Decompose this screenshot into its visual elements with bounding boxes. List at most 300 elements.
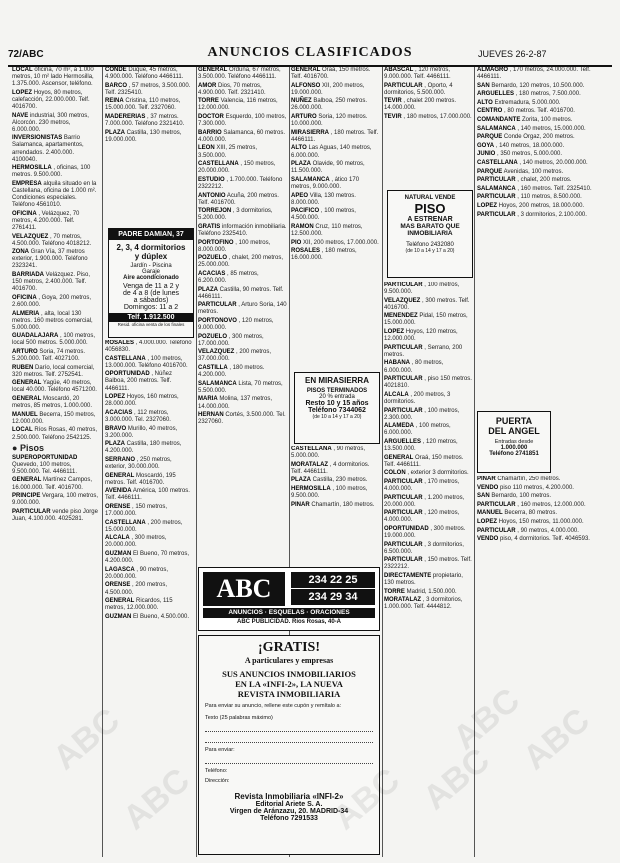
advertiser-line: Teléfono 7291533 [260, 815, 318, 822]
classified-ad [12, 249, 100, 270]
ad-text: , 180 metros, 16.000.000. [291, 248, 357, 262]
ad-text: Moscardó, 195 metros. Telf. 4016700. [105, 472, 176, 486]
abc-publicidad-ad [198, 567, 380, 631]
classified-ad [105, 567, 194, 581]
classified-ad [384, 573, 472, 587]
ad-text: El Bueno, 4.500.000. [133, 613, 190, 620]
ad-keyword: GENERAL [105, 472, 135, 479]
abc-watermark: ABC [46, 700, 127, 778]
ad-text: Cortés, 3.500.000. Tel. 2327060. [198, 412, 286, 426]
classified-ad [12, 365, 100, 379]
ad-text: Lista, 70 metros, 5.500.000. [198, 380, 283, 394]
classified-ad [105, 371, 194, 392]
coupon-line[interactable] [205, 723, 373, 732]
ad-line: INMOBILIARIA [407, 230, 453, 237]
ad-keyword: ROSALES [291, 248, 321, 255]
page-number: 72/ABC [8, 49, 44, 60]
ad-text: Hoyos, 160 metros, 28.000.000. [105, 394, 179, 408]
ad-line: SUS ANUNCIOS INMOBILIARIOS [222, 669, 356, 679]
ad-keyword: ROSALES [105, 340, 135, 346]
ad-text: Duque, 45 metros, 4.900.000. Teléfono 4466111. [105, 67, 184, 81]
column-1 [12, 67, 100, 857]
ad-keyword: ORENSE [105, 503, 131, 510]
classified-ad [198, 334, 287, 348]
ad-line: Resto 10 y 15 años [305, 400, 369, 407]
ad-keyword: PARTICULAR [384, 82, 423, 89]
ad-text: , 3 dormitorios, 2.100.000. [517, 211, 587, 218]
ad-keyword: SALAMANCA [198, 380, 237, 387]
column-2-lower [105, 340, 194, 857]
ad-keyword: AVENIDA [105, 488, 132, 495]
ad-text: Oraá, 150 metros. Telf. 4466111. [384, 454, 464, 468]
classified-ad [105, 473, 194, 487]
classified-ad [105, 67, 194, 81]
ad-text: , 170 metros, 4.000.000. [384, 478, 460, 492]
ad-keyword: HERMOSILLA [291, 485, 331, 492]
ad-keyword: MIRASIERRA [291, 129, 330, 136]
classified-ad [477, 134, 613, 141]
page-title: ANUNCIOS CLASIFICADOS [207, 45, 413, 60]
column-3 [198, 67, 287, 562]
ad-text: Chamartín, 250 metros. [497, 476, 561, 482]
classified-ad [384, 439, 472, 453]
classified-ad [198, 412, 287, 426]
ad-keyword: HERNAN [198, 412, 224, 419]
ad-subtitle: A particulares y empresas [244, 656, 334, 665]
classified-ad [12, 412, 100, 426]
ad-text: , 180 metros. Telf. 4466111. [291, 129, 379, 143]
classified-ad [12, 380, 100, 394]
ad-text: Gran Vía, 37 metros exterior, 1.900.000. Teléfono 2323241. [12, 249, 88, 270]
classified-ad [291, 114, 380, 128]
ad-text: , alta, local 130 metros. 160 metros comercial, 5.000.000. [12, 310, 93, 331]
ad-keyword: PARQUE [477, 168, 503, 175]
ad-text: , Serrano, 200 metros. [384, 344, 463, 358]
ad-text: Becerra, 150 metros, 12.000.000. [12, 411, 96, 425]
column-5-lower [384, 282, 472, 857]
classified-ad [384, 392, 472, 406]
ad-keyword: PIO [291, 239, 302, 246]
ad-keyword: JUNIO [477, 151, 496, 158]
classified-ad [384, 470, 472, 477]
classified-list [105, 340, 194, 621]
classified-ad [291, 83, 380, 97]
ad-text: Velázquez. Piso, 150 metros, 2.400.000. Telf. 4016700. [12, 272, 91, 293]
classified-ad [198, 381, 287, 395]
ad-text: Valencia, 116 metros, 12.000.000. [198, 98, 278, 112]
ad-keyword: AMOR [198, 82, 217, 89]
classified-ad [477, 510, 613, 517]
classified-ad [12, 349, 100, 363]
classified-ad [105, 457, 194, 471]
ad-keyword: VELAZQUEZ [384, 297, 421, 304]
ad-line: REVISTA INMOBILIARIA [237, 689, 341, 699]
ad-keyword: LEON [198, 145, 215, 152]
classified-ad [105, 598, 194, 612]
ad-text: Villa, 130 metros. 8.000.000. [291, 192, 356, 206]
ad-keyword: LOPEZ [105, 394, 126, 401]
ad-keyword: PARTICULAR [384, 344, 423, 351]
ad-keyword: DIRECTAMENTE [384, 572, 432, 579]
ad-line: Domingos: 11 a 2 [123, 304, 179, 311]
ad-text: piso 110 metros, 4.200.000. [500, 484, 574, 491]
ad-text: , 100 metros, 2.300.000. [384, 407, 460, 421]
classified-ad [384, 345, 472, 359]
ad-text: Murillo, 40 metros, 3.200.000. [105, 425, 178, 439]
ad-text: , 140 metros, 15.000.000. [517, 125, 586, 132]
classified-ad [12, 90, 100, 111]
ad-text: , 140 metros, 20.000.000. [519, 160, 588, 167]
classified-ad [384, 313, 472, 327]
ad-line: y dúplex [134, 252, 168, 261]
classified-list [291, 67, 380, 262]
ad-text: , chalet, 200 metros, 25.000.000. [198, 255, 284, 269]
padre-damian-ad [108, 228, 194, 338]
ad-text: , 150 metros. Telf. 2322212. [384, 557, 472, 571]
classified-ad [105, 340, 194, 354]
classified-ad [384, 479, 472, 493]
ad-keyword: POZUELO [198, 255, 228, 262]
ad-text: Castilla, 130 metros, 19.000.000. [105, 129, 182, 143]
classified-ad [198, 302, 287, 316]
classified-ad [384, 83, 472, 97]
ad-keyword: PARTICULAR [384, 478, 423, 485]
classified-ad [291, 446, 380, 460]
abc-phone: 234 29 34 [291, 589, 375, 605]
ad-text: Chamartín, 180 metros. [311, 501, 375, 508]
classified-ad [291, 177, 380, 191]
ad-keyword: COMANDANTE [477, 117, 521, 124]
ad-keyword: REINA [105, 98, 124, 105]
ad-keyword: SALAMANCA [477, 185, 516, 192]
ad-text: , 100 metros, 9.500.000. [384, 282, 460, 296]
classified-list [384, 67, 472, 121]
ad-keyword: MENENDEZ [384, 313, 418, 320]
ad-keyword: LAGASCA [105, 566, 135, 573]
ad-keyword: PRINCIPE [12, 493, 41, 500]
classified-ad [477, 528, 613, 535]
ad-keyword: ANTONIO [198, 192, 226, 199]
classified-ad [12, 333, 100, 347]
classified-ad [198, 255, 287, 269]
classified-ad [384, 542, 472, 556]
ad-text: Conde Orgaz, 200 metros. [503, 134, 575, 141]
ad-keyword: PORTOFINO [198, 239, 234, 246]
classified-ad [384, 510, 472, 524]
ad-text: , 150 metros, 20.000.000. [198, 161, 276, 175]
ad-text: Barrio Salamanca, apartamentos, arrendados. 2.400.000. 4100040. [12, 135, 84, 163]
ad-text: , 250 metros, exterior, 30.000.000. [105, 456, 172, 470]
classified-ad [477, 160, 613, 167]
ad-text: Avenidas, 100 metros. [503, 168, 564, 175]
page-date: JUEVES 26-2-87 [478, 49, 547, 59]
ad-text: Pidal, 150 metros, 15.000.000. [384, 313, 468, 327]
ad-keyword: MANUEL [12, 411, 38, 418]
ad-text: , chalet 200 metros. 14.000.000. [384, 98, 457, 112]
abc-watermark: ABC [516, 700, 597, 778]
ad-keyword: ARTURO [12, 348, 38, 355]
classified-list [477, 67, 613, 219]
ad-line: 2, 3, 4 dormitorios [116, 243, 186, 252]
ad-text: , 3 dormitorios, 5.200.000. [198, 208, 273, 222]
classified-list [105, 67, 194, 144]
ad-text: , chalet, 200 metros. [517, 177, 572, 184]
ad-keyword: ALCALA [105, 535, 130, 542]
abc-services: ANUNCIOS · ESQUELAS · ORACIONES [203, 608, 375, 618]
ad-text: Bernardo, 120 metros, 10.500.000. [491, 82, 585, 89]
coupon-label: Texto (25 palabras máximo) [205, 715, 273, 721]
ad-keyword: BARRIO [198, 129, 222, 136]
ad-keyword: ALFONSO [291, 82, 321, 89]
classified-ad [477, 194, 613, 201]
classified-ad [477, 519, 613, 526]
classified-ad [105, 394, 194, 408]
ad-keyword: COLON [384, 470, 406, 477]
ad-text: oficina, 70 m², a 1.000 metros, 10 m² lado Hermosilla, 1.375.000. Ascensor, teléfono. [12, 67, 94, 88]
classified-ad [477, 212, 613, 219]
ad-keyword: TORRE [384, 588, 405, 595]
ad-keyword: ALTO [291, 145, 307, 152]
ad-line: A ESTRENAR [407, 216, 453, 223]
natural-vende-piso-ad [387, 190, 473, 278]
ad-keyword: LOPEZ [477, 203, 498, 209]
ad-keyword: SALAMANCA [477, 125, 516, 132]
classified-ad [384, 282, 472, 296]
ad-keyword: ALTO [477, 99, 493, 106]
ad-text: , 180 metros. 4.200.000. [198, 365, 265, 379]
classified-ad [198, 271, 287, 285]
ad-keyword: GENERAL [384, 454, 414, 461]
classified-ad [105, 504, 194, 518]
classified-ad [291, 224, 380, 238]
ad-line: Entradas desde [494, 439, 534, 445]
ad-line: 20 % entrada [319, 394, 355, 400]
ad-note: Resid. oficina venta de los finales [117, 322, 185, 327]
coupon-line[interactable] [205, 755, 373, 764]
ad-keyword: LOPEZ [12, 89, 33, 96]
classified-ad [477, 151, 613, 158]
ad-text: Zorita, 100 metros. [522, 117, 573, 124]
column-rule [474, 67, 475, 857]
ad-text: , oficinas, 100 metros. 9.500.000. [12, 165, 91, 179]
ad-text: información inmobiliaria. Teléfono 2325410. [198, 223, 287, 237]
ad-keyword: HERMOSILLA [12, 165, 52, 172]
ad-phone: Telf. 1.912.500 [109, 313, 193, 322]
ad-text: , 120 metros, 9.000.000. [198, 318, 274, 332]
classified-ad [105, 488, 194, 502]
ad-text: Ricardos, 115 metros, 12.000.000. [105, 598, 173, 612]
classified-ad [12, 272, 100, 293]
classified-ad [384, 495, 472, 509]
abc-logo: ABC [203, 572, 285, 606]
ad-keyword: ABASCAL [384, 67, 414, 73]
ad-keyword: PINAR [291, 501, 310, 508]
coupon-line[interactable] [205, 734, 373, 743]
classified-ad [105, 98, 194, 112]
ad-text: Moscardó, 20 metros, 85 metros, 1.000.000. [12, 396, 93, 410]
ad-keyword: PLAZA [105, 129, 125, 136]
ad-keyword: PARTICULAR [384, 494, 423, 501]
classified-ad [12, 493, 100, 507]
ad-keyword: PACIFICO [291, 208, 320, 215]
column-4 [291, 67, 380, 367]
ad-text: , Arturo Soria, 140 metros. [198, 302, 287, 316]
classified-ad [105, 551, 194, 565]
ad-text: , 3 dormitorios, 1.000.000. Telf. 4444812. [384, 597, 463, 611]
ad-text: Acuña, 200 metros. Telf. 4016700. [198, 192, 279, 206]
classified-ad [198, 349, 287, 363]
ad-text: , 160 metros. Telf. 2325410. [517, 185, 592, 192]
coupon-label: Para enviar: [205, 747, 235, 753]
ad-text: , 100 metros, 6.000.000. [384, 423, 451, 437]
ad-text: , piso 150 metros. 4021810. [384, 376, 472, 390]
classified-ad [198, 83, 287, 97]
ad-keyword: PLAZA [291, 161, 311, 168]
ad-text: , Velázquez, 70 metros, 4.200.000. Telf. 2761411. [12, 210, 80, 231]
ad-text: , 300 metros, 20.000.000. [105, 535, 167, 549]
classified-ad [12, 165, 100, 179]
ad-title: PADRE DAMIAN, 37 [109, 229, 193, 240]
classified-ad [291, 145, 380, 159]
ad-text: XII, 200 metros, 17.000.000. [303, 239, 379, 246]
advertiser-line: Editorial Ariete S. A. [255, 801, 323, 808]
ad-text: , 90 metros, 4.000.000. [517, 527, 579, 534]
ad-keyword: OPORTUNIDAD [384, 525, 429, 532]
advertiser-name: Revista Inmobiliaria «INFI-2» [234, 792, 344, 801]
ad-text: , ático 170 metros, 9.000.000. [291, 176, 360, 190]
classified-ad [105, 520, 194, 534]
ad-text: , 200 metros, 4.500.000. [105, 582, 168, 596]
ad-text: , 90 metros, 20.000.000. [105, 566, 169, 580]
mirasierra-ad [294, 372, 380, 444]
classified-ad [105, 426, 194, 440]
ad-keyword: PARQUE [477, 134, 503, 141]
classified-ad [477, 83, 613, 90]
classified-ad [291, 98, 380, 112]
classified-ad [198, 318, 287, 332]
ad-text: Yagüe, 40 metros, local 40.000. Teléfono 4571200. [12, 380, 97, 394]
ad-text: , 200 metros, 3 dormitorios. [384, 391, 451, 405]
classified-ad [105, 441, 194, 455]
ad-title: PUERTA [495, 416, 533, 426]
ad-keyword: BARCO [105, 82, 127, 89]
ad-keyword: PARTICULAR [198, 302, 237, 309]
ad-text: Castilla, 90 metros. Telf. 4466111. [198, 286, 284, 300]
classified-ad [384, 597, 472, 611]
ad-text: , 37 metros. 7.000.000. Teléfono 2321410. [105, 114, 185, 128]
ad-keyword: OFICINA [12, 294, 37, 301]
ad-keyword: MORATALAZ [384, 597, 422, 604]
ad-text: industrial, 300 metros, Alcorcón. 230 metros, 6.000.000. [12, 112, 89, 133]
ad-keyword: PARTICULAR [384, 282, 423, 288]
ad-line: 1.000.000 [500, 445, 528, 451]
classified-ad [477, 126, 613, 133]
classified-ad [384, 98, 472, 112]
ad-keyword: SERRANO [105, 456, 136, 463]
ad-keyword: RUBEN [12, 364, 34, 371]
classified-ad [198, 98, 287, 112]
ad-keyword: APEO [291, 192, 309, 199]
classified-list [291, 446, 380, 509]
ad-body: Para enviar su anuncio, rellene este cupón y remítalo a: [205, 703, 342, 709]
ad-keyword: PARTICULAR [12, 508, 51, 515]
ad-text: , 100 metros, 9.500.000. [291, 485, 368, 500]
classified-ad [477, 186, 613, 193]
classified-ad [198, 224, 287, 238]
ad-text: Darío, local comercial, 320 metros. Telf. 2752541. [12, 364, 95, 378]
coupon-label: Teléfono: [205, 768, 228, 774]
ad-text: Becerra, 80 metros. [504, 510, 558, 517]
ad-line: (de 10 a 14 y 17 a 20) [405, 248, 455, 254]
classified-ad [384, 557, 472, 571]
classified-ad [198, 396, 287, 410]
ad-text: , 170 metros, 24.000.000. Telf. 4466111. [477, 67, 591, 81]
classified-ad [291, 486, 380, 500]
ad-text: Ríos Rosas, 40 metros, 2.500.000. Teléfono 2542125. [12, 427, 98, 441]
ad-title: EN MIRASIERRA [304, 376, 369, 385]
ad-text: Cruz, 110 metros, 12.500.000. [291, 223, 363, 237]
classified-ad [105, 83, 194, 97]
ad-keyword: ACACIAS [198, 270, 226, 277]
ad-text: , 150 metros, 17.000.000. [105, 503, 168, 518]
ad-line: (de 10 a 14 y 17 a 20) [312, 414, 362, 420]
section-label: Pisos [19, 442, 44, 453]
abc-address: ABC PUBLICIDAD. Ríos Rosas, 40-A [236, 619, 341, 625]
puerta-del-angel-ad [477, 411, 551, 473]
ad-text: Esquerdo, 100 metros, 7.300.000. [198, 114, 287, 128]
ad-text: Oraá, 150 metros. Telf. 4016700. [291, 67, 371, 81]
ad-keyword: VELAZQUEZ [198, 349, 235, 356]
ad-keyword: TORREJON [198, 208, 232, 215]
ad-keyword: PARTICULAR [384, 510, 423, 517]
classified-ad [384, 376, 472, 390]
ad-keyword: PARTICULAR [477, 527, 516, 534]
ad-text: Quevedo, 100 metros, 9.500.000. Tel. 4466111. [12, 461, 78, 475]
ad-text: , 100 metros, 4.500.000. [291, 208, 356, 222]
classified-ad [477, 493, 613, 500]
ad-keyword: PARTICULAR [477, 501, 516, 508]
ad-keyword: CASTELLANA [198, 161, 239, 168]
ad-text: Dios, 70 metros, 4.900.000. Telf. 2321410. [198, 82, 266, 96]
ad-keyword: PARTICULAR [477, 177, 516, 184]
ad-line: MAS BARATO QUE [400, 223, 460, 230]
classified-ad [12, 181, 100, 209]
ad-keyword: GUZMAN [105, 551, 132, 558]
classified-ad [105, 114, 194, 128]
classified-ad [291, 130, 380, 144]
ad-keyword: GENERAL [12, 396, 42, 403]
column-6 [477, 67, 613, 407]
ad-keyword: LOCAL [12, 427, 33, 434]
ad-keyword: ARGUELLES [477, 91, 515, 98]
ad-text: Hoyos, 150 metros, 11.000.000. [498, 518, 584, 525]
classified-ad [12, 135, 100, 163]
ad-text: , 120 metros, 9.000.000. Telf. 4466111. [384, 67, 451, 81]
classified-ad [12, 113, 100, 134]
ad-keyword: POZUELO [198, 333, 228, 340]
ad-text: piso, 4 dormitorios. Telf. 4046593. [500, 536, 590, 543]
ad-text: , 70 metros, 4.500.000. Teléfono 4018212. [12, 233, 92, 247]
column-rule [196, 67, 197, 857]
ad-text: , 3 dormitorios, 6.500.000. [384, 541, 464, 555]
ad-keyword: ALAMEDA [384, 423, 414, 430]
classified-ad [477, 485, 613, 492]
ad-keyword: SAN [477, 82, 490, 89]
ad-text: , 112 metros, 3.000.000. Tel. 2327060. [105, 409, 171, 423]
classified-ad [198, 240, 287, 254]
ad-keyword: PARTICULAR [477, 211, 516, 218]
gratis-infi2-ad [198, 635, 380, 855]
